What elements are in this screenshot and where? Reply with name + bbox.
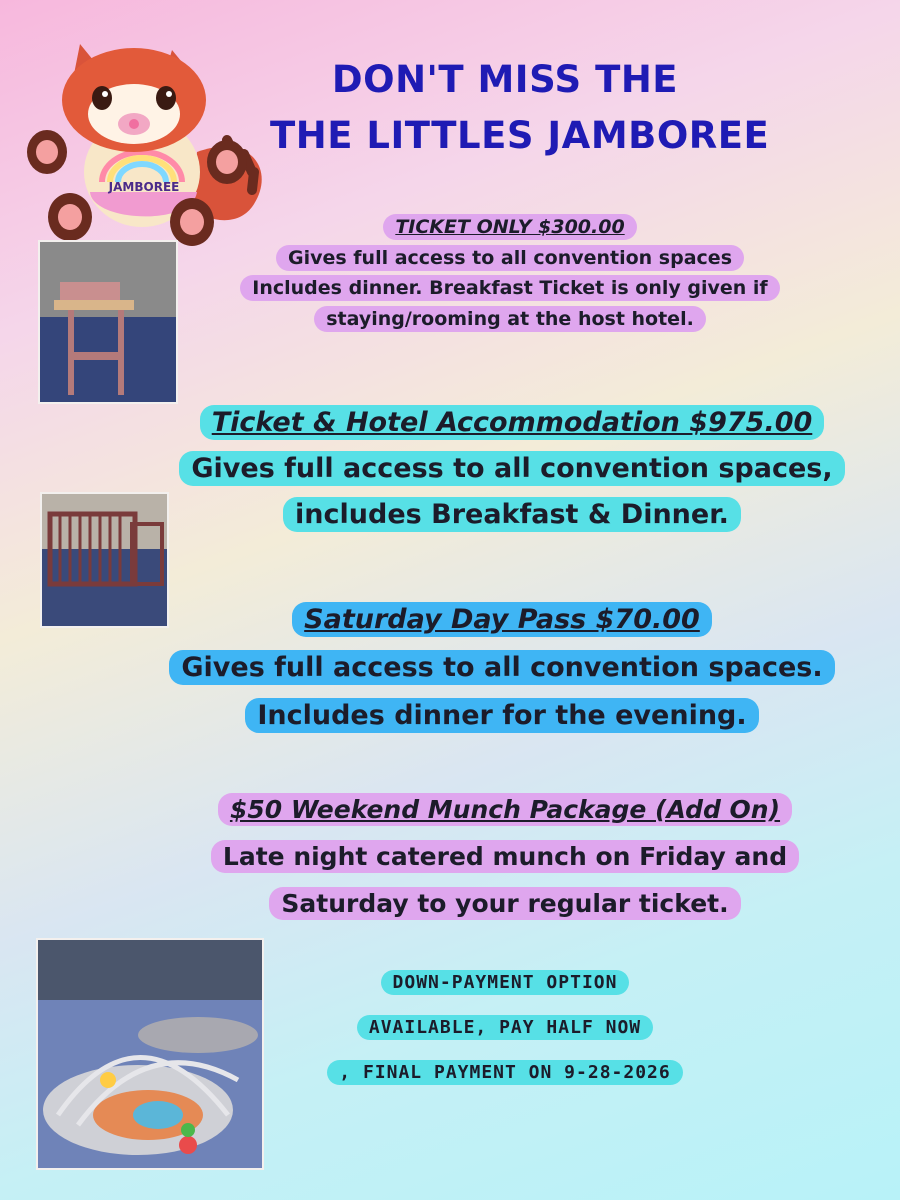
ticket-hotel-line-2: includes Breakfast & Dinner.: [283, 497, 741, 532]
down-payment-line-2: AVAILABLE, PAY HALF NOW: [357, 1015, 653, 1040]
page-title: [270, 52, 770, 164]
munch-package-line-1: Late night catered munch on Friday and: [211, 840, 799, 873]
munch-package-section: [160, 786, 850, 927]
day-pass-section: [132, 596, 872, 740]
day-pass-title: Saturday Day Pass $70.00: [292, 602, 712, 637]
down-payment-section: [270, 960, 740, 1095]
highchair-photo: [38, 240, 178, 404]
munch-package-title: $50 Weekend Munch Package (Add On): [218, 793, 792, 826]
day-pass-line-2: Includes dinner for the evening.: [245, 698, 758, 733]
play-mats-photo: [36, 938, 264, 1170]
down-payment-line-3: , FINAL PAYMENT ON 9-28-2026: [327, 1060, 682, 1085]
ticket-only-line-1: Gives full access to all convention spaces: [276, 245, 744, 271]
ticket-only-line-2: Includes dinner. Breakfast Ticket is only given if: [240, 275, 779, 301]
munch-package-line-2: Saturday to your regular ticket.: [269, 887, 740, 920]
ticket-hotel-section: [138, 400, 886, 538]
mascot-badge: JAMBOREE: [108, 180, 180, 194]
ticket-only-title: TICKET ONLY $300.00: [383, 214, 636, 240]
ticket-only-line-3: staying/rooming at the host hotel.: [314, 306, 706, 332]
ticket-hotel-title: Ticket & Hotel Accommodation $975.00: [200, 405, 825, 440]
down-payment-line-1: DOWN-PAYMENT OPTION: [381, 970, 630, 995]
ticket-only-section: [180, 212, 840, 334]
headline-line-2: THE LITTLES JAMBOREE: [270, 114, 770, 157]
ticket-hotel-line-1: Gives full access to all convention spaces,: [179, 451, 844, 486]
headline-line-1: DON'T MISS THE: [331, 58, 679, 101]
day-pass-line-1: Gives full access to all convention spaces.: [169, 650, 834, 685]
